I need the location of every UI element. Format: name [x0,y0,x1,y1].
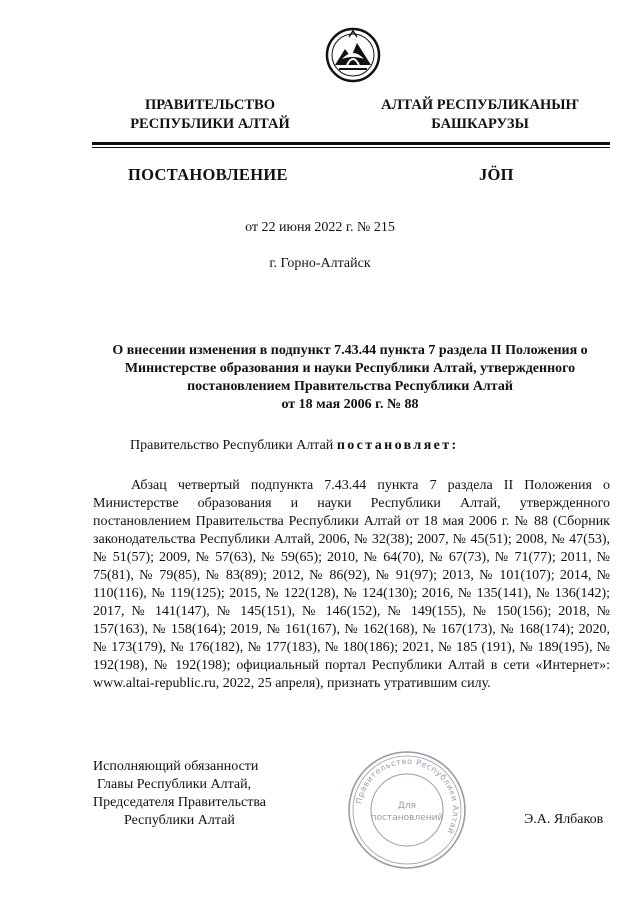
signature-position-line2: Главы Республики Алтай, [97,777,252,792]
header-right [370,96,590,134]
preamble-subject: Правительство Республики Алтай [130,438,334,453]
signer-name: Э.А. Ялбаков [524,812,604,827]
doc-type-russian: ПОСТАНОВЛЕНИЕ [128,165,288,184]
title-line-3: постановлением Правительства Республики Алтай [187,379,513,394]
header-left-line1: ПРАВИТЕЛЬСТВО [145,97,275,113]
preamble [130,438,459,454]
state-emblem-icon [325,25,381,85]
header-rule-thick [92,142,610,145]
header-left [100,96,320,134]
document-date-number: от 22 июня 2022 г. № 215 [245,220,395,235]
header-right-line1: АЛТАЙ РЕСПУБЛИКАНЫҤ [381,97,579,113]
title-line-1: О внесении изменения в подпункт 7.43.44 пункта 7 раздела II Положения о [112,343,588,358]
title-line-4: от 18 мая 2006 г. № 88 [281,397,419,412]
doc-type-altai: JÖП [479,165,514,184]
official-stamp [345,748,469,872]
stamp-ring-text: Правительство Республики Алтай [354,756,461,836]
header-rule-thin [92,147,610,148]
title-line-2: Министерстве образования и науки Республики Алтай, утвержденного [124,361,576,376]
header-right-line2: БАШКАРУЗЫ [431,116,529,132]
body-paragraph: Абзац четвертый подпункта 7.43.44 пункта 7 раздела II Положения о Министерстве образования и науки Республики Алтай, утвержденного постановлением Правительства Республики Алтай от 18 мая 2006 г. № 88 (Сборник законодательства Республики Алтай, 2006, № 32(38); 2007, № 45(51); 2008, № 47(53), № 51(57); 2009, № 57(63), № 59(65); 2010, № 64(70), № 67(73), № 71(77); 2011, № 75(81), № 79(85), № 83(89); 2012, № 86(92), № 91(97); 2013, № 101(107); 2014, № 110(116), № 119(125); 2015, № 122(128), № 124(130); 2016, № 135(141), № 136(142); 2017, № 141(147), № 145(151), № 146(152), № 149(155), № 150(156); 2018, № 157(163), № 158(164); 2019, № 161(167), № 162(168), № 167(173), № 168(174); 2020, № 173(179), № 176(182), № 177(183), № 180(186); 2021, № 185 (191), № 189(195), № 192(198), № 192(198); официальный портал Республики Алтай в сети «Интернет»: www.altai-republic.ru, 2022, 25 апреля), признать утратившим силу. [93,478,610,691]
preamble-verb: постановляет: [336,438,459,453]
signature-position-line4: Республики Алтай [124,813,235,828]
document-title [80,342,620,414]
header-left-line2: РЕСПУБЛИКИ АЛТАЙ [130,116,290,132]
signature-position-line3: Председателя Правительства [93,795,267,810]
stamp-center-line2: постановлений [370,813,444,823]
stamp-center-line1: Для [397,801,417,811]
signature-position-line1: Исполняющий обязанности [93,759,259,774]
document-city: г. Горно-Алтайск [269,256,371,271]
